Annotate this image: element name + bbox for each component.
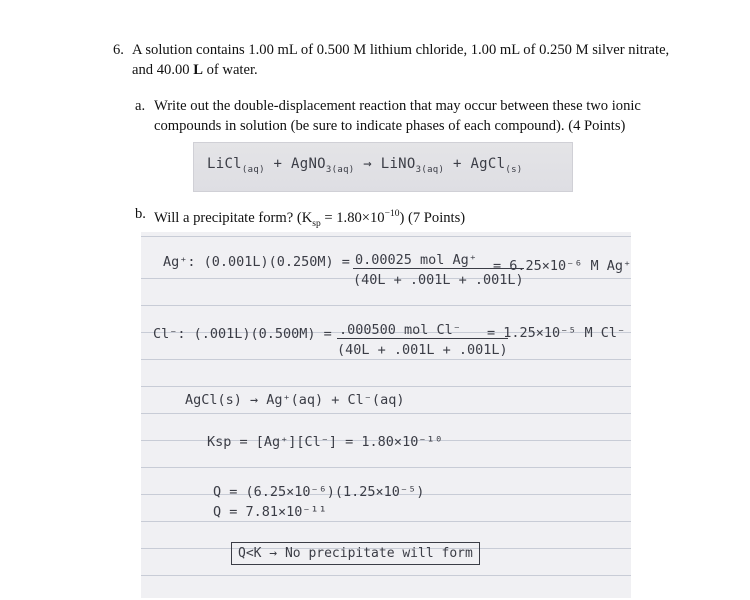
cl-denominator: (40L + .001L + .001L) bbox=[337, 342, 508, 358]
q-expression: Q = (6.25×10⁻⁶)(1.25×10⁻⁵) bbox=[213, 484, 425, 500]
ag-result: = 6.25×10⁻⁶ M Ag⁺ bbox=[493, 258, 632, 274]
part-b-label: b. bbox=[135, 206, 146, 222]
dissociation-equation: AgCl(s) → Ag⁺(aq) + Cl⁻(aq) bbox=[185, 392, 405, 408]
handwritten-reaction-photo bbox=[193, 142, 573, 192]
handwritten-solution-photo bbox=[141, 232, 631, 598]
question-6 bbox=[113, 40, 673, 80]
part-a bbox=[135, 96, 675, 136]
part-b bbox=[135, 204, 675, 234]
cl-concentration-lhs: Cl⁻: (.001L)(0.500M) = bbox=[153, 326, 332, 342]
q-value: Q = 7.81×10⁻¹¹ bbox=[213, 504, 327, 520]
conclusion-box: Q<K → No precipitate will form bbox=[231, 542, 480, 565]
part-b-text: Will a precipitate form? $(K_{sp} = 1.80\times 10^{-10})$ (7 Points) bbox=[154, 209, 466, 229]
cl-numerator: .000500 mol Cl⁻ bbox=[337, 322, 508, 339]
question-text: A solution contains 1.00 mL of 0.500 M lithium chloride, 1.00 mL of 0.250 M silver nitrate, and 40.00 L of water. bbox=[132, 42, 670, 78]
bold-unit: L bbox=[193, 62, 203, 78]
part-a-label: a. bbox=[135, 98, 146, 114]
ag-concentration-lhs: Ag⁺: (0.001L)(0.250M) = bbox=[163, 254, 350, 270]
reaction-equation: LiCl$_{(aq)}$ + AgNO$_{3(aq)}$ → LiNO$_{3(aq)}$ + AgCl$_{(s)}$ bbox=[207, 156, 523, 175]
question-number: 6. bbox=[113, 42, 124, 58]
ksp-expression: Ksp = [Ag⁺][Cl⁻] = 1.80×10⁻¹⁰ bbox=[207, 434, 443, 450]
part-a-text: Write out the double-displacement reaction that may occur between these two ionic compounds in solution (be sure to indicate phases of each compound). (4 Points) bbox=[154, 98, 641, 134]
cl-fraction bbox=[337, 322, 508, 358]
ag-numerator: 0.00025 mol Ag⁺ bbox=[353, 252, 524, 269]
ag-denominator: (40L + .001L + .001L) bbox=[353, 272, 524, 288]
cl-result: = 1.25×10⁻⁵ M Cl⁻ bbox=[487, 325, 626, 341]
